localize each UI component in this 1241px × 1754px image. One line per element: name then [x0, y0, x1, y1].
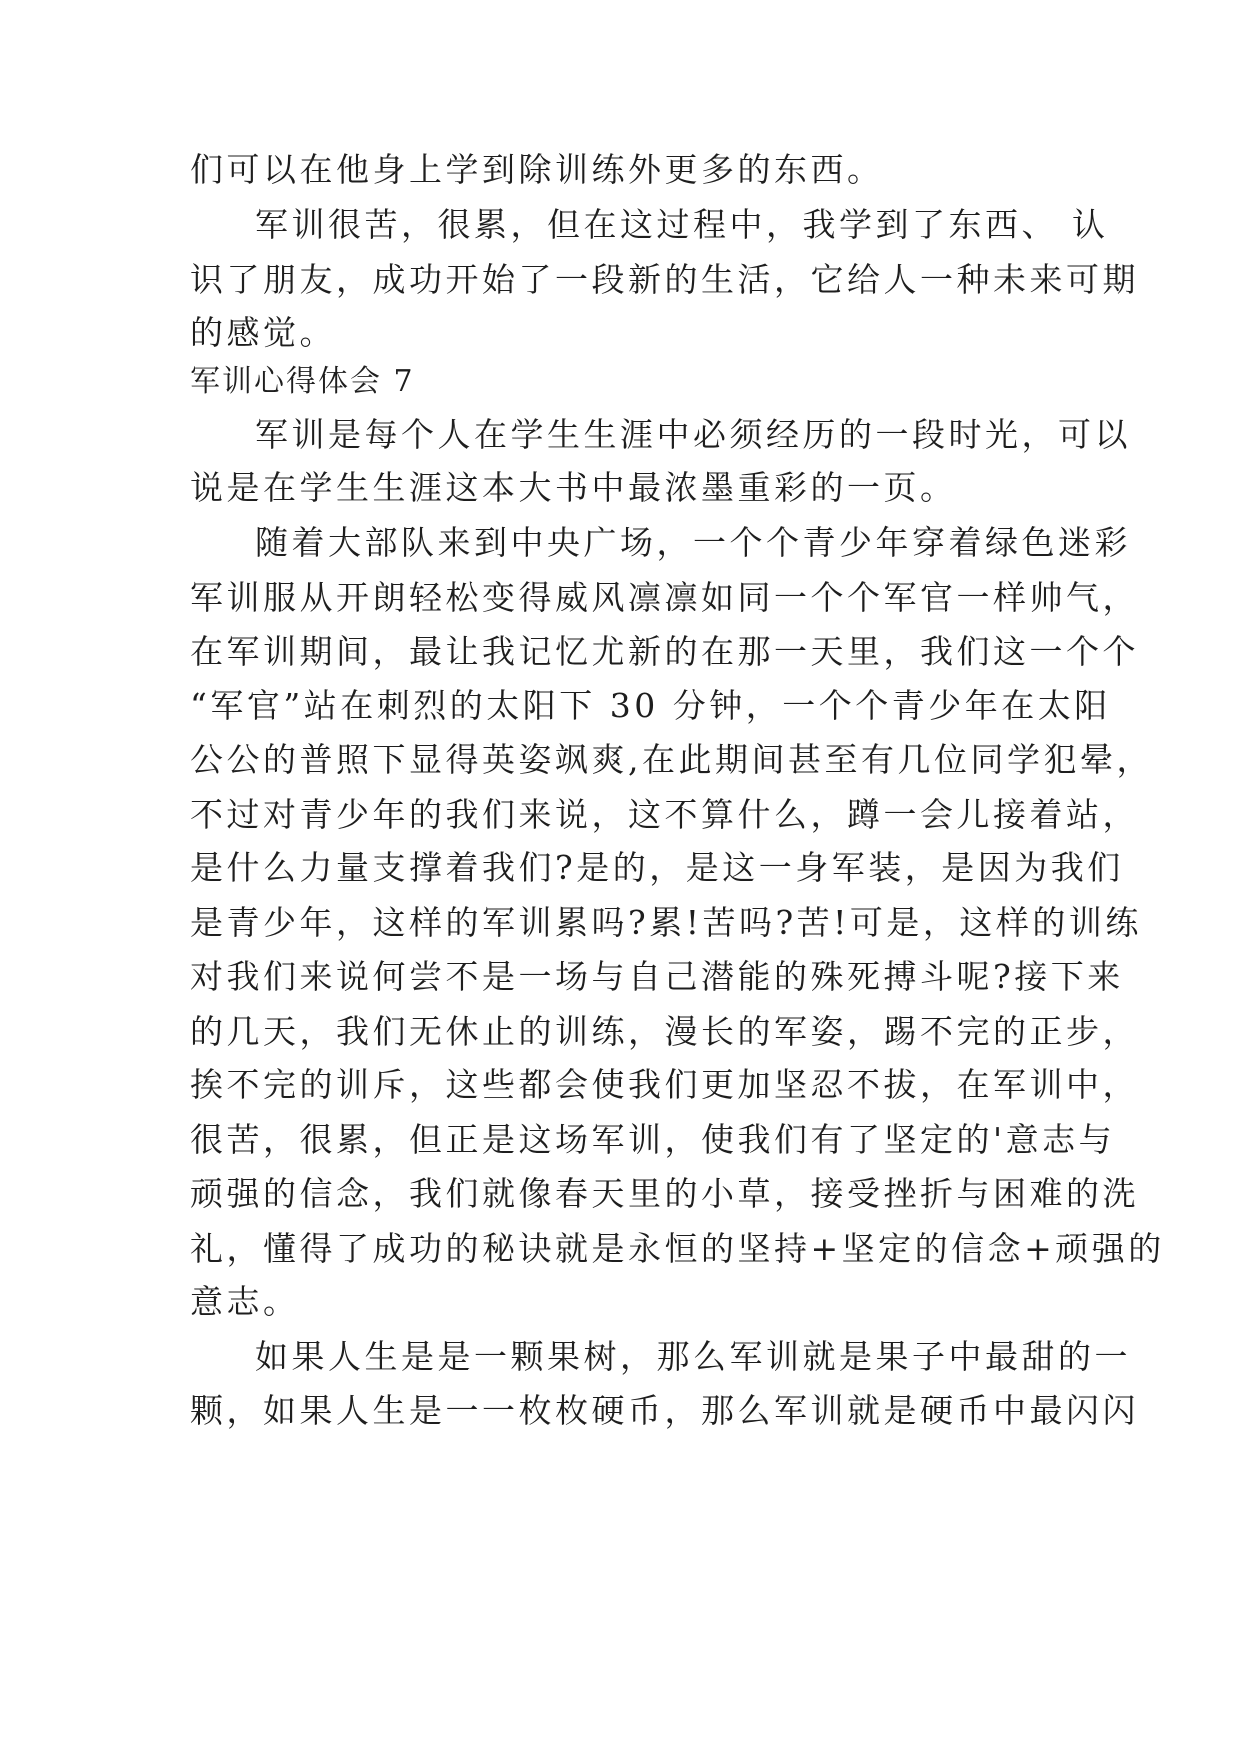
text-line: 公公的普照下显得英姿飒爽,在此期间甚至有几位同学犯晕，	[190, 740, 1153, 779]
text-line: 颗，如果人生是一一枚枚硬币，那么军训就是硬币中最闪闪	[190, 1391, 1139, 1430]
text-line: 军训服从开朗轻松变得威风凛凛如同一个个军官一样帅气，	[190, 578, 1139, 617]
text-line: 不过对青少年的我们来说，这不算什么，蹲一会儿接着站，	[190, 795, 1139, 834]
paragraph-start-line: 如果人生是是一颗果树，那么军训就是果子中最甜的一	[255, 1337, 1131, 1376]
paragraph-start-line: 军训是每个人在学生生涯中必须经历的一段时光，可以	[255, 415, 1131, 454]
text-line: 在军训期间，最让我记忆尤新的在那一天里，我们这一个个	[190, 632, 1139, 671]
paragraph-start-line: 随着大部队来到中央广场，一个个青少年穿着绿色迷彩	[255, 523, 1131, 562]
text-line: 顽强的信念，我们就像春天里的小草，接受挫折与困难的洗	[190, 1174, 1139, 1213]
paragraph-start-line: 军训很苦，很累，但在这过程中，我学到了东西、 认	[255, 205, 1109, 244]
text-line: 的几天，我们无休止的训练，漫长的军姿，踢不完的正步，	[190, 1012, 1139, 1051]
text-line: 们可以在他身上学到除训练外更多的东西。	[190, 150, 884, 189]
text-line: 很苦，很累，但正是这场军训，使我们有了坚定的'意志与	[190, 1120, 1116, 1159]
text-line: 挨不完的训斥，这些都会使我们更加坚忍不拔，在军训中，	[190, 1065, 1139, 1104]
section-heading: 军训心得体会 7	[190, 364, 415, 399]
text-line: 识了朋友，成功开始了一段新的生活，它给人一种未来可期	[190, 260, 1139, 299]
text-line: 礼，懂得了成功的秘诀就是永恒的坚持+坚定的信念+顽强的	[190, 1229, 1165, 1268]
text-line: 意志。	[190, 1282, 300, 1321]
text-line: 说是在学生生涯这本大书中最浓墨重彩的一页。	[190, 468, 957, 507]
text-line: 对我们来说何尝不是一场与自己潜能的殊死搏斗呢?接下来	[190, 957, 1124, 996]
text-line: 是什么力量支撑着我们?是的，是这一身军装，是因为我们	[190, 848, 1124, 887]
text-line: 的感觉。	[190, 313, 336, 352]
text-line: “军官”站在刺烈的太阳下 30 分钟，一个个青少年在太阳	[190, 686, 1111, 725]
text-line: 是青少年，这样的军训累吗?累!苦吗?苦!可是，这样的训练	[190, 903, 1142, 942]
